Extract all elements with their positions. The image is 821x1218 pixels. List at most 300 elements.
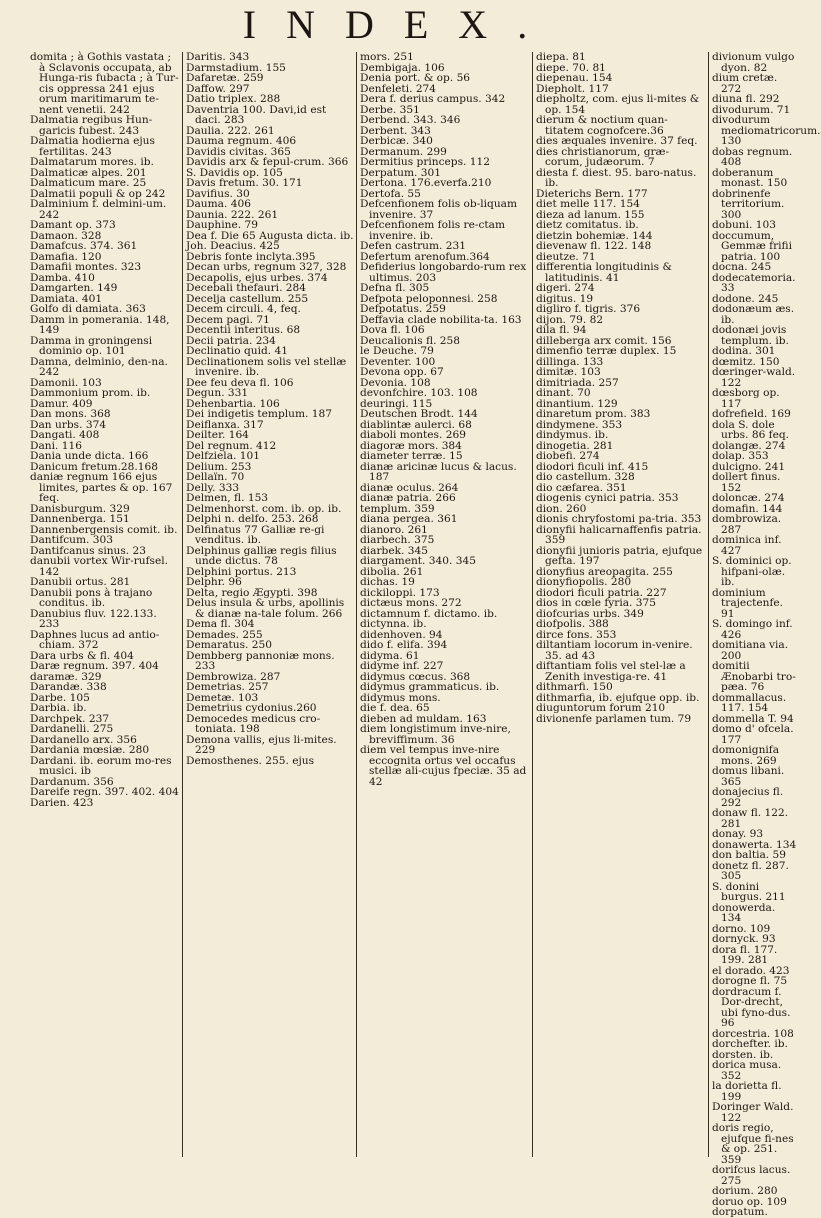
index-entry: diepa. 81 [536, 51, 586, 63]
index-entry: diablintæ aulerci. 68 [360, 418, 472, 431]
index-entry: dodecatemoria. 33 [712, 271, 796, 294]
index-entry: dictamnum f. dictamo. ib. [360, 607, 498, 620]
index-entry: devonfchire. 103. 108 [360, 387, 478, 399]
index-entry: dion. 260 [536, 502, 587, 515]
index-entry: doloncæ. 274 [712, 492, 785, 504]
index-entry: Dan urbs. 374 [30, 418, 107, 431]
index-entry: Decem pagi. 71 [186, 313, 270, 326]
index-entry: diepe. 70. 81 [536, 61, 606, 74]
index-entry: Joh. Deacius. 425 [186, 240, 280, 252]
index-entry: Delphini portus. 213 [186, 565, 297, 578]
index-entry: Deventer. 100 [360, 355, 436, 368]
index-entry: divodurum mediomatricorum. 130 [712, 114, 821, 147]
index-entry: diftantiam folis vel stel-læ a Zenith investiga-re. 41 [536, 660, 686, 683]
index-entry: Darandæ. 338 [30, 681, 107, 693]
index-entry: doruo op. 109 [712, 1195, 787, 1208]
index-entry: dœringer-wald. 122 [712, 366, 796, 389]
index-entry: dodone. 245 [712, 292, 779, 305]
index-entry: dulcigno. 241 [712, 460, 786, 473]
index-entry: diltantiam locorum in-venire. 35. ad 43 [536, 639, 693, 662]
index-entry: dinogetia. 281 [536, 439, 614, 452]
index-entry: Damonii. 103 [30, 376, 102, 389]
index-entry: Delly. 333 [186, 481, 240, 494]
index-entry: Dara urbs & fl. 404 [30, 649, 134, 662]
column-rule [182, 52, 183, 1157]
index-entry: Delphr. 96 [186, 576, 242, 588]
index-entry: dickiloppi. 173 [360, 586, 440, 599]
index-entry: dodina. 301 [712, 345, 776, 357]
index-entry: Dieterichs Bern. 177 [536, 187, 648, 200]
index-entry: domitiana via. 200 [712, 639, 789, 662]
index-entry: Darmstadium. 155 [186, 61, 286, 74]
index-entry: Dermanum. 299 [360, 145, 447, 158]
index-entry: dorpatum. [712, 1206, 768, 1218]
index-entry: Deucalionis fl. 258 [360, 334, 461, 347]
index-entry: Damm in pomerania. 148, 149 [30, 313, 170, 336]
index-entry: Dangati. 408 [30, 429, 100, 441]
index-entry: Dalmatii populi & op 242 [30, 187, 166, 200]
index-entry: dordracum f. Dor-drecht, ubi fyno-dus. 96 [712, 985, 791, 1029]
index-entry: Danicum fretum.28.168 [30, 460, 159, 473]
index-entry: Damant op. 373 [30, 219, 116, 231]
index-entry: didyma. 61 [360, 649, 420, 662]
index-entry: Delfinatus 77 Galliæ re-gi venditus. ib. [186, 523, 325, 546]
index-entry: dorchefter. ib. [712, 1038, 788, 1050]
index-entry: Demosthenes. 255. ejus [186, 754, 315, 767]
index-entry: Dafaretæ. 259 [186, 72, 264, 84]
index-entry: Darchpek. 237 [30, 712, 110, 725]
index-entry: S. Davidis op. 105 [186, 166, 283, 179]
index-entry: diem longistimum inve-nire, breviffimum. 36 [360, 723, 511, 746]
index-entry: dirce fons. 353 [536, 628, 617, 641]
index-entry: Dei indigetis templum. 187 [186, 408, 332, 420]
index-entry: dorifcus lacus. 275 [712, 1164, 791, 1187]
column-rule [532, 52, 533, 1157]
index-entry: Decebali thefauri. 284 [186, 282, 307, 294]
index-entry: dolap. 353 [712, 450, 769, 462]
index-entry: Damna, delminio, den-na. 242 [30, 355, 168, 378]
index-entry: dodonæum æs. ib. [712, 303, 795, 326]
index-entry: Danubii pons à trajano conditus. ib. [30, 586, 153, 609]
index-entry: le Deuche. 79 [360, 345, 434, 357]
index-entry: dimitæ. 103 [536, 366, 601, 378]
index-entry: Dalmatarum mores. ib. [30, 156, 154, 168]
index-entry: Dauma regnum. 406 [186, 135, 297, 147]
index-entry: Dardanello arx. 356 [30, 733, 137, 746]
index-entry: dominium trajectenfe. 91 [712, 586, 784, 620]
index-entry: Del regnum. 412 [186, 439, 277, 452]
index-entry: Daffow. 297 [186, 82, 250, 95]
index-entry: Dermitius princeps. 112 [360, 156, 490, 168]
index-entry: diofpolis. 388 [536, 618, 609, 630]
index-entry: Dardani. ib. eorum mo-res musici. ib [30, 754, 172, 777]
index-entry: dionis chryfostomi pa-tria. 353 [536, 513, 702, 525]
index-entry: dolangæ. 274 [712, 439, 786, 452]
index-entry: Danubius fluv. 122.133. 233 [30, 607, 157, 630]
index-entry: Dauma. 406 [186, 198, 251, 210]
index-entry: Dembrowiza. 287 [186, 670, 281, 683]
index-entry: donaw fl. 122. 281 [712, 807, 789, 830]
index-entry: Danisburgum. 329 [30, 502, 130, 515]
index-entry: Dardania mœsiæ. 280 [30, 744, 150, 756]
index-entry: Declinationem solis vel stellæ invenire. ib. [186, 355, 347, 378]
index-entry: dinantium. 129 [536, 397, 618, 410]
index-entry: docna. 245 [712, 261, 772, 273]
index-entry: Demetrias. 257 [186, 681, 269, 693]
index-entry: Dardanelli. 275 [30, 723, 114, 735]
index-entry: Damba. 410 [30, 271, 95, 284]
index-entry: dido f. elifa. 394 [360, 639, 448, 651]
index-entry: Daphnes lucus ad antio-chiam. 372 [30, 628, 160, 651]
index-entry: dichas. 19 [360, 576, 415, 588]
index-entry: Decem circuli. 4, feq. [186, 303, 301, 315]
index-entry: donajecius fl. 292 [712, 786, 784, 809]
index-entry: Demetæ. 103 [186, 691, 259, 704]
index-entry: Darbe. 105 [30, 691, 90, 704]
index-entry: Deilter. 164 [186, 429, 249, 441]
index-entry: Dalmaticum mare. 25 [30, 177, 147, 189]
index-entry: dorno. 109 [712, 922, 771, 935]
index-entry: diobefi. 274 [536, 450, 600, 462]
index-entry: Dembberg pannoniæ mons. 233 [186, 649, 335, 672]
index-entry: dio castellum. 328 [536, 471, 635, 483]
index-entry: diepenau. 154 [536, 72, 613, 84]
index-entry: Datio triplex. 288 [186, 93, 281, 105]
index-entry: dola S. dole urbs. 86 feq. [712, 418, 790, 441]
index-entry: diogenis cynici patria. 353 [536, 492, 679, 504]
index-entry: dilleberga arx comit. 156 [536, 334, 672, 347]
index-entry: domo d' ofcela. 177 [712, 723, 794, 746]
index-entry: Daunia. 222. 261 [186, 208, 279, 221]
index-entry: donay. 93 [712, 828, 764, 840]
index-entry: Dea f. Die 65 Augusta dicta. ib. [186, 229, 354, 242]
index-entry: Demona vallis, ejus li-mites. 229 [186, 733, 337, 756]
index-entry: dimitriada. 257 [536, 376, 619, 389]
index-entry: Denia port. & op. 56 [360, 72, 471, 84]
index-entry: dobas regnum. 408 [712, 145, 793, 168]
index-entry: dictynna. ib. [360, 618, 427, 630]
index-entry: Damafcus. 374. 361 [30, 240, 138, 252]
index-entry: diofcurias urbs. 349 [536, 607, 644, 620]
index-entry: Dannenbergensis comit. ib. [30, 523, 178, 536]
index-entry: dœmitz. 150 [712, 355, 780, 368]
index-entry: Decii patria. 234 [186, 334, 276, 347]
index-entry: la dorietta fl. 199 [712, 1080, 782, 1103]
index-entry: diuna fl. 292 [712, 93, 780, 105]
index-entry: Derbicæ. 340 [360, 135, 433, 147]
index-entry: Denfeleti. 274 [360, 82, 437, 95]
index-entry: dierum & noctium quan-titatem cognofcere.36 [536, 114, 668, 137]
index-entry: domitii Ænobarbi tro-pæa. 76 [712, 660, 796, 693]
index-entry: diuguntorum forum 210 [536, 702, 666, 714]
index-entry: dio cæfarea. 351 [536, 481, 627, 494]
index-entry: dies æquales invenire. 37 feq. [536, 135, 698, 147]
index-entry: Dantifcum. 303 [30, 534, 113, 546]
index-entry: dithmarfia, ib. ejufque opp. ib. [536, 691, 700, 704]
index-entry: Davidis civitas. 365 [186, 145, 291, 158]
index-entry: dorsten. ib. [712, 1048, 774, 1061]
index-entry: Deutschen Brodt. 144 [360, 408, 478, 420]
index-column-1 [30, 52, 180, 1157]
page-header: INDEX. [242, 2, 558, 47]
index-entry: dillinga. 133 [536, 355, 604, 368]
index-entry: templum. 359 [360, 502, 435, 515]
index-entry: Delus insula & urbs, apollinis & dianæ na-tale folum. 266 [186, 597, 345, 620]
index-entry: dommella T. 94 [712, 712, 794, 725]
index-entry: dornyck. 93 [712, 933, 776, 945]
index-entry: Dalmatia regibus Hun-garicis fubest. 243 [30, 114, 153, 137]
index-entry: Danubii ortus. 281 [30, 576, 131, 588]
index-entry: didyme inf. 227 [360, 660, 444, 672]
index-entry: Damaon. 328 [30, 229, 102, 242]
index-entry: Dauphine. 79 [186, 219, 258, 231]
index-entry: Derbent. 343 [360, 124, 431, 137]
index-entry: daramæ. 329 [30, 670, 102, 683]
index-entry: dietz comitatus. ib. [536, 219, 639, 231]
index-entry: Derpatum. 301 [360, 166, 442, 179]
index-entry: Debris fonte inclyta.395 [186, 250, 316, 263]
index-entry: dorium. 280 [712, 1185, 778, 1197]
index-entry: Defiderius longobardo-rum rex ultimus. 203 [360, 261, 527, 284]
index-entry: diesta f. diest. 95. baro-natus. ib. [536, 166, 697, 189]
index-column-2 [186, 52, 354, 1157]
index-entry: diodori ficuli inf. 415 [536, 460, 649, 473]
index-entry: dies christianorum, græ-corum, judæorum. 7 [536, 145, 670, 168]
index-column-3 [360, 52, 530, 1157]
index-entry: Democedes medicus cro-toniata. 198 [186, 712, 321, 735]
index-entry: diarbech. 375 [360, 534, 435, 546]
index-entry: dofrefield. 169 [712, 408, 791, 420]
index-entry: dianæ patria. 266 [360, 492, 456, 504]
index-entry: Derbe. 351 [360, 103, 420, 116]
index-entry: S. dominici op. hifpani-olæ. ib. [712, 555, 792, 588]
index-entry: dœsborg op. 117 [712, 387, 780, 410]
index-entry: divodurum. 71 [712, 103, 791, 116]
index-entry: Delmen, fl. 153 [186, 492, 269, 504]
index-entry: Delphi n. delfo. 253. 268 [186, 513, 319, 525]
index-entry: dijon. 79. 82 [536, 313, 604, 326]
index-entry: dimenfio terræ duplex. 15 [536, 345, 677, 357]
index-entry: Demades. 255 [186, 628, 263, 641]
index-entry: divionum vulgo dyon. 82 [712, 51, 795, 74]
index-entry: don baltia. 59 [712, 849, 787, 861]
index-entry: didymus mons. [360, 691, 441, 704]
index-entry: Damafii montes. 323 [30, 261, 142, 273]
index-entry: die f. dea. 65 [360, 702, 430, 714]
index-entry: dorcestria. 108 [712, 1027, 794, 1040]
index-entry: el dorado. 423 [712, 964, 790, 977]
index-column-4 [536, 52, 706, 1157]
index-entry: Dembigaja. 106 [360, 61, 445, 74]
column-rule [708, 52, 709, 1157]
index-entry: danubii vortex Wir-rufsel. 142 [30, 555, 168, 578]
index-entry: diarbek. 345 [360, 544, 428, 557]
index-entry: Dania unde dicta. 166 [30, 450, 149, 462]
index-entry: dieza ad lanum. 155 [536, 208, 645, 221]
index-entry: Daventria 100. Davi,id est daci. 283 [186, 103, 327, 126]
index-entry: doccumum, Gemmæ frifii patria. 100 [712, 229, 792, 263]
index-entry: diana pergea. 361 [360, 513, 458, 525]
index-entry: diameter terræ. 15 [360, 450, 463, 462]
index-entry: Defna fl. 305 [360, 282, 430, 294]
index-entry: Decan urbs, regnum 327, 328 [186, 261, 347, 273]
index-entry: dobuni. 103 [712, 219, 776, 231]
index-entry: Dani. 116 [30, 439, 82, 452]
index-entry: dinaretum prom. 383 [536, 408, 651, 420]
index-entry: domonignifa mons. 269 [712, 744, 780, 767]
index-entry: deuringi. 115 [360, 397, 433, 410]
index-entry: Damur. 409 [30, 397, 93, 410]
index-entry: Dantifcanus sinus. 23 [30, 544, 147, 557]
index-entry: digliro f. tigris. 376 [536, 303, 641, 315]
index-entry: Damma in groningensi dominio op. 101 [30, 334, 153, 357]
index-entry: Dareife regn. 397. 402. 404 [30, 786, 179, 798]
index-entry: Dema fl. 304 [186, 618, 255, 630]
index-entry: S. domingo inf. 426 [712, 618, 793, 641]
index-entry: Defen castrum. 231 [360, 240, 466, 252]
index-entry: Damafia. 120 [30, 250, 102, 263]
index-entry: dieben ad muldam. 163 [360, 712, 487, 725]
index-entry: Demetrius cydonius.260 [186, 702, 317, 714]
index-entry: Deiflanxa. 317 [186, 418, 264, 431]
index-entry: dodonæi jovis templum. ib. [712, 324, 789, 347]
index-entry: Dan mons. 368 [30, 408, 111, 420]
index-entry: diargament. 340. 345 [360, 555, 476, 567]
index-entry: daniæ regnum 166 ejus limites, partes & op. 167 feq. [30, 471, 173, 504]
index-entry: Decelja castellum. 255 [186, 292, 309, 305]
index-entry: donawerta. 134 [712, 838, 797, 851]
index-entry: Davis fretum. 30. 171 [186, 177, 303, 189]
index-entry: Decentii interitus. 68 [186, 324, 301, 336]
index-entry: dianoro. 261 [360, 523, 428, 536]
index-entry: Darbia. ib. [30, 702, 87, 714]
index-entry: didymus cœcus. 368 [360, 670, 471, 683]
index-entry: donetz fl. 287. 305 [712, 859, 789, 882]
index-entry: dila fl. 94 [536, 324, 587, 336]
index-entry: dinant. 70 [536, 387, 591, 399]
index-entry: dictæus mons. 272 [360, 597, 462, 609]
index-entry: dibolia. 261 [360, 565, 424, 578]
index-entry: dobrinenfe territorium. 300 [712, 187, 785, 221]
index-entry: Delta, regio Ægypti. 398 [186, 586, 318, 599]
index-entry: Devonia. 108 [360, 376, 431, 389]
index-entry: Dellaïn. 70 [186, 471, 245, 483]
index-entry: dianæ oculus. 264 [360, 481, 459, 494]
index-entry: dianæ aricinæ lucus & lacus. 187 [360, 460, 517, 483]
index-entry: mors. 251 [360, 51, 414, 63]
index-entry: Dalmatia hodierna ejus fertilitas. 243 [30, 135, 155, 158]
index-entry: Declinatio quid. 41 [186, 345, 288, 357]
index-entry: Degun. 331 [186, 387, 249, 399]
index-entry: Daritis. 343 [186, 51, 250, 63]
index-entry: Davifius. 30 [186, 187, 250, 200]
index-entry: diet melle 117. 154 [536, 198, 640, 210]
index-entry: Golfo di damiata. 363 [30, 303, 146, 315]
index-entry: Dova fl. 106 [360, 324, 425, 336]
index-entry: dindymene. 353 [536, 418, 623, 431]
index-entry: Diepholt. 117 [536, 82, 609, 95]
index-entry: Doringer Wald. 122 [712, 1101, 794, 1124]
index-entry: domus libani. 365 [712, 765, 785, 788]
index-entry: didymus grammaticus. ib. [360, 681, 500, 693]
index-entry: domafin. 144 [712, 502, 783, 515]
index-entry: dorica musa. 352 [712, 1059, 782, 1082]
index-entry: Delphinus galliæ regis filius unde dictus. 78 [186, 544, 337, 567]
index-entry: Dertona. 176.everfa.210 [360, 177, 492, 189]
index-entry: dollert finus. 152 [712, 471, 781, 494]
index-entry: dindymus. ib. [536, 429, 609, 441]
index-entry: diepholtz, com. ejus li-mites & op. 154 [536, 93, 700, 116]
index-column-5 [712, 51, 821, 1218]
index-entry: Daulia. 222. 261 [186, 124, 275, 137]
index-entry: Dardanum. 356 [30, 775, 114, 788]
column-rule [356, 52, 357, 1157]
index-entry: dionyfii junioris patria, ejufque gefta. 197 [536, 544, 703, 567]
index-entry: dios in cœle fyria. 375 [536, 597, 656, 609]
index-entry: S. donini burgus. 211 [712, 880, 786, 903]
index-entry: Defcenfionem folis re-ctam invenire. ib. [360, 219, 506, 242]
index-entry: donowerda. 134 [712, 901, 776, 924]
index-entry: Delmenhorst. com. ib. op. ib. [186, 502, 342, 515]
index-entry: Devona opp. 67 [360, 366, 444, 378]
index-entry: Davidis arx & fepul-crum. 366 [186, 156, 349, 168]
index-entry: Demaratus. 250 [186, 639, 272, 651]
index-entry: doberanum monast. 150 [712, 166, 788, 189]
index-entry: Derbend. 343. 346 [360, 114, 461, 126]
index-entry: dithmarfi. 150 [536, 681, 613, 693]
index-entry: dora fl. 177. 199. 281 [712, 943, 778, 966]
index-entry: Delfziela. 101 [186, 450, 260, 462]
index-entry: Dalminium f. delmini-um. 242 [30, 198, 167, 221]
index-entry: Decapolis, ejus urbes. 374 [186, 271, 328, 284]
index-entry: diodori ficuli patria. 227 [536, 586, 667, 599]
index-entry: Darien. 423 [30, 796, 94, 809]
index-entry: Defpota peloponnesi. 258 [360, 292, 498, 305]
index-entry: Defertum arenofum.364 [360, 250, 490, 263]
index-entry: dionyfiopolis. 280 [536, 576, 632, 588]
index-entry: digitus. 19 [536, 292, 594, 305]
index-entry: dieutze. 71 [536, 250, 596, 263]
index-entry: digeri. 274 [536, 282, 595, 294]
index-entry: divionenfe parlamen tum. 79 [536, 712, 692, 725]
index-entry: dorogne fl. 75 [712, 975, 788, 987]
index-entry: diaboli montes. 269 [360, 429, 466, 441]
index-entry: Dehenbartia. 106 [186, 397, 280, 410]
index-entry: dium cretæ. 272 [712, 72, 778, 95]
index-entry: differentia longitudinis & latitudinis. 41 [536, 261, 672, 284]
index-entry: Damiata. 401 [30, 292, 103, 305]
index-entry: Delium. 253 [186, 460, 252, 473]
index-entry: dionyfii halicarnaffenfis patria. 359 [536, 523, 702, 546]
index-entry: Dannenberga. 151 [30, 513, 130, 525]
index-entry: Defcenfionem folis ob-liquam invenire. 37 [360, 198, 518, 221]
index-entry: Daræ regnum. 397. 404 [30, 660, 159, 672]
index-entry: dietzin bohemiæ. 144 [536, 229, 653, 242]
index-entry: Dertofa. 55 [360, 187, 421, 200]
index-entry: doris regio, ejufque fi-nes & op. 251. 359 [712, 1122, 794, 1166]
index-entry: dievenaw fl. 122. 148 [536, 240, 652, 252]
index-entry: Dee feu deva fl. 106 [186, 376, 294, 389]
index-entry: diagoræ mors. 384 [360, 439, 462, 452]
index-entry: Defpotatus. 259 [360, 303, 446, 315]
index-entry: dionyfius areopagita. 255 [536, 565, 673, 578]
index-entry: dombrowiza. 287 [712, 513, 782, 536]
index-entry: Dera f. derius campus. 342 [360, 93, 506, 105]
index-entry: Damgarten. 149 [30, 282, 118, 294]
index-entry: Dalmaticæ alpes. 201 [30, 166, 147, 179]
index-entry: diem vel tempus inve-nire eccognita ortus vel occafus stellæ ali-cujus fpeciæ. 35 ad 42 [360, 744, 527, 788]
index-entry: Deffavia clade nobilita-ta. 163 [360, 313, 522, 326]
